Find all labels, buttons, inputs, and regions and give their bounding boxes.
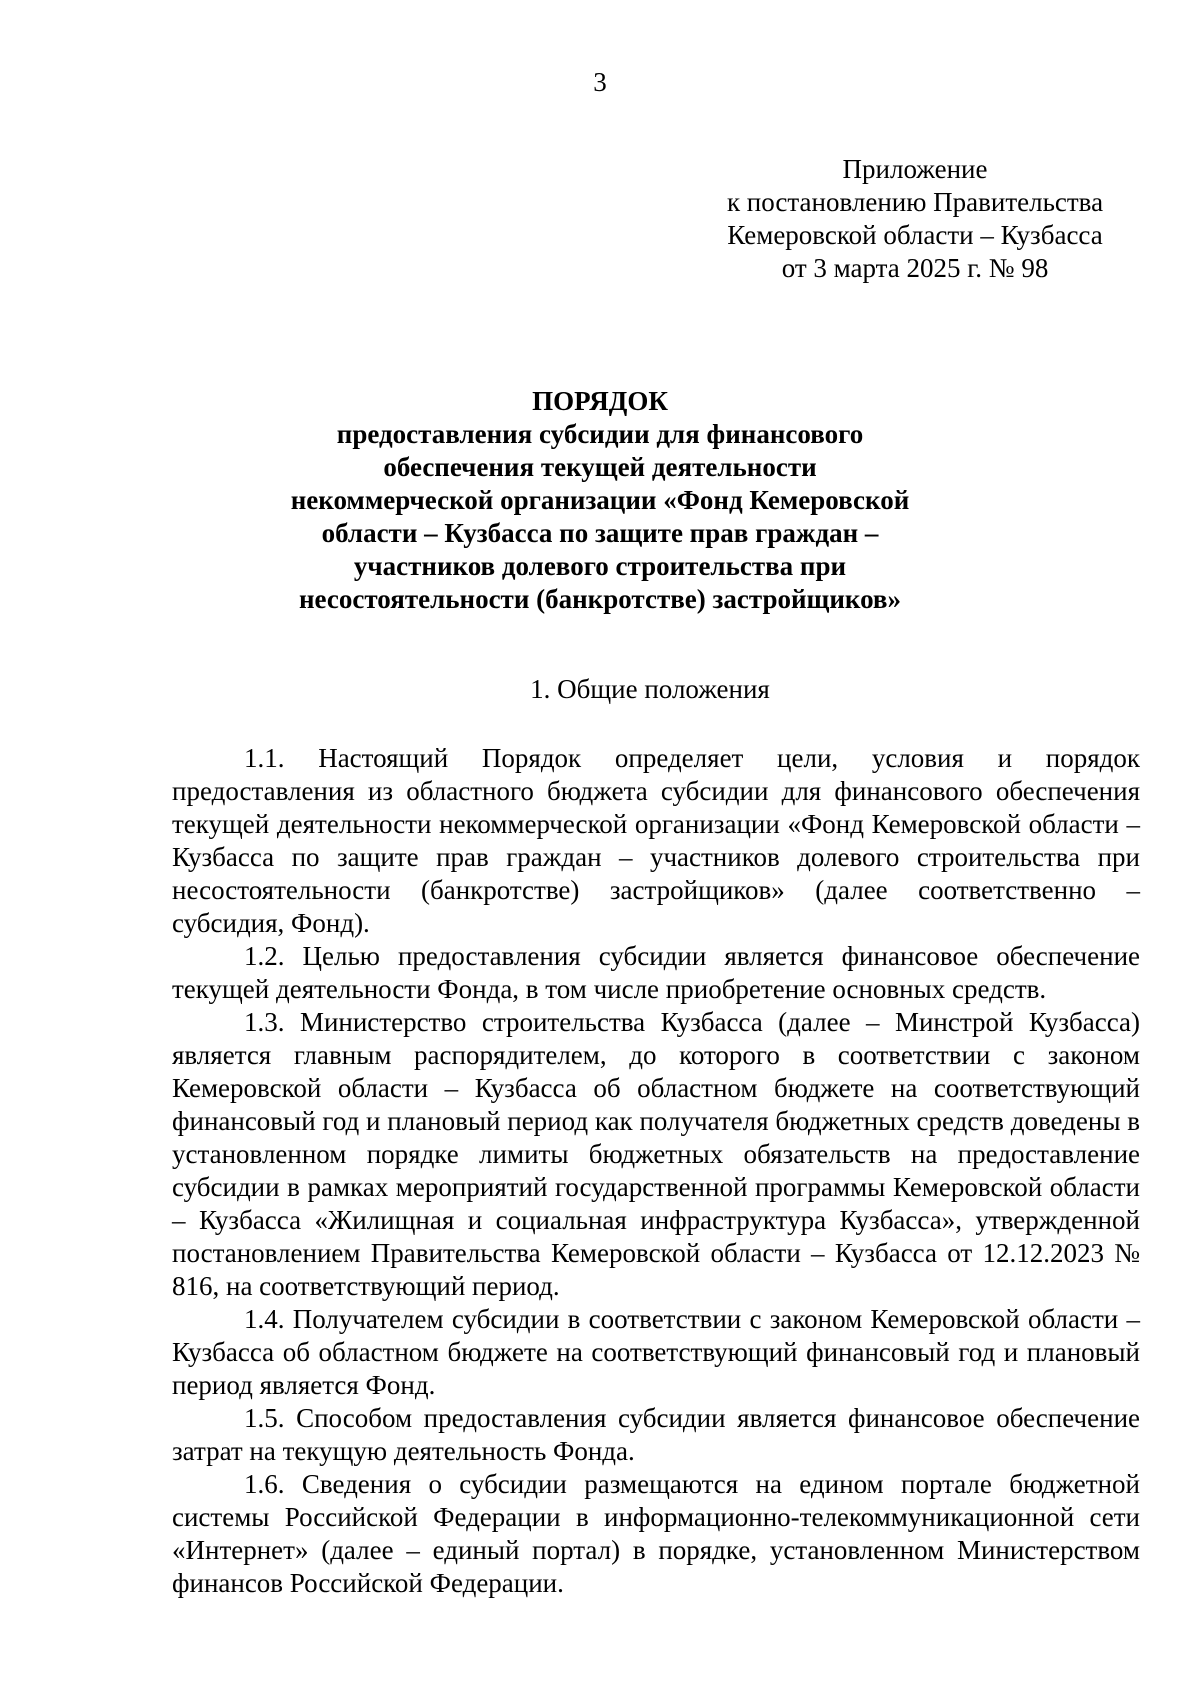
appendix-line: Приложение [842, 154, 988, 184]
title-line: участников долевого строительства при [353, 551, 847, 581]
title-heading: ПОРЯДОК [532, 386, 668, 416]
section-heading: 1. Общие положения [530, 674, 770, 704]
document-title [0, 385, 1200, 616]
title-line: некоммерческой организации «Фонд Кемеровской [290, 485, 910, 515]
paragraph-1-2: 1.2. Целью предоставления субсидии является финансовое обеспечение текущей деятельности Фонда, в том числе приобретение основных средств. [172, 941, 1140, 1004]
appendix-line: Кемеровской области – Кузбасса [727, 220, 1103, 250]
paragraph-1-5: 1.5. Способом предоставления субсидии является финансовое обеспечение затрат на текущую деятельность Фонда. [172, 1403, 1140, 1466]
appendix-block [700, 153, 1130, 285]
appendix-line: к постановлению Правительства [726, 187, 1104, 217]
title-line: области – Кузбасса по защите прав граждан – [321, 518, 879, 548]
paragraph-1-6: 1.6. Сведения о субсидии размещаются на едином портале бюджетной системы Российской Федерации в информационно-телекоммуникационной сети «Интернет» (далее – единый портал) в порядке, установленном Министерством финансов Российской Федерации. [172, 1469, 1140, 1598]
body-text [172, 742, 1140, 1600]
title-line: предоставления субсидии для финансового [336, 419, 864, 449]
paragraph-1-1: 1.1. Настоящий Порядок определяет цели, условия и порядок предоставления из областного бюджета субсидии для финансового обеспечения текущей деятельности некоммерческой организации «Фонд Кемеровской области – Кузбасса по защите прав граждан – участников долевого строительства при несостоятельности (банкротстве) застройщиков» (далее соответственно – субсидия, Фонд). [172, 743, 1140, 938]
paragraph-1-4: 1.4. Получателем субсидии в соответствии с законом Кемеровской области – Кузбасса об областном бюджете на соответствующий финансовый год и плановый период является Фонд. [172, 1304, 1140, 1400]
page-number: 3 [593, 67, 607, 97]
appendix-line: от 3 марта 2025 г. № 98 [781, 253, 1049, 283]
title-line: несостоятельности (банкротстве) застройщиков» [299, 584, 901, 614]
paragraph-1-3: 1.3. Министерство строительства Кузбасса (далее – Минстрой Кузбасса) является главным распорядителем, до которого в соответствии с законом Кемеровской области – Кузбасса об областном бюджете на соответствующий финансовый год и плановый период как получателя бюджетных средств доведены в установленном порядке лимиты бюджетных обязательств на предоставление субсидии в рамках мероприятий государственной программы Кемеровской области – Кузбасса «Жилищная и социальная инфраструктура Кузбасса», утвержденной постановлением Правительства Кемеровской области – Кузбасса от 12.12.2023 № 816, на соответствующий период. [172, 1007, 1140, 1301]
title-line: обеспечения текущей деятельности [383, 452, 817, 482]
